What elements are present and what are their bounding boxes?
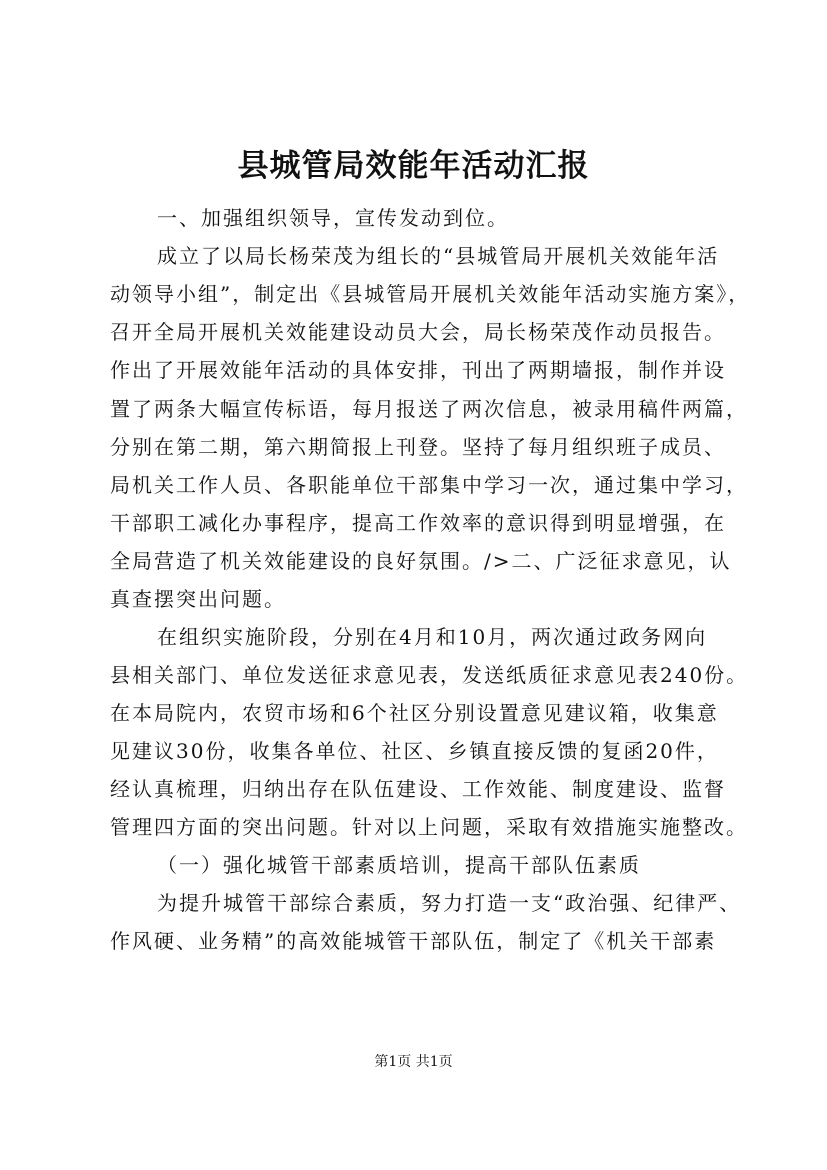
- body-line: 在组织实施阶段，分别在4月和10月，两次通过政务网向: [157, 625, 708, 649]
- body-line: 作出了开展效能年活动的具体安排，刊出了两期墙报，制作并设: [110, 358, 726, 382]
- body-line: 动领导小组”，制定出《县城管局开展机关效能年活动实施方案》，: [110, 282, 751, 306]
- body-line: 全局营造了机关效能建设的良好氛围。/>二、广泛征求意见，认: [110, 549, 732, 573]
- body-line: 一、加强组织领导，宣传发动到位。: [157, 206, 509, 230]
- body-line: 分别在第二期，第六期简报上刊登。坚持了每月组织班子成员、: [110, 435, 726, 459]
- body-line: 为提升城管干部综合素质，努力打造一支“政治强、纪律严、: [157, 891, 742, 915]
- document-title: 县城管局效能年活动汇报: [237, 148, 590, 184]
- body-line: 真查摆突出问题。: [110, 587, 286, 611]
- body-line: 成立了以局长杨荣茂为组长的“县城管局开展机关效能年活: [157, 244, 720, 268]
- body-line: 作风硬、业务精”的高效能城管干部队伍，制定了《机关干部素: [110, 929, 717, 953]
- body-line: 干部职工减化办事程序，提高工作效率的意识得到明显增强，在: [110, 511, 726, 535]
- body-line: 县相关部门、单位发送征求意见表，发送纸质征求意见表240份。: [110, 663, 749, 687]
- body-line: 置了两条大幅宣传标语，每月报送了两次信息，被录用稿件两篇，: [110, 397, 748, 421]
- body-line: 局机关工作人员、各职能单位干部集中学习一次，通过集中学习，: [110, 473, 748, 497]
- page-number: 第1页 共1页: [374, 1054, 453, 1070]
- section-heading: （一）强化城管干部素质培训，提高干部队伍素质: [157, 853, 641, 877]
- body-line: 召开全局开展机关效能建设动员大会，局长杨荣茂作动员报告。: [110, 320, 726, 344]
- body-line: 管理四方面的突出问题。针对以上问题，采取有效措施实施整改。: [110, 815, 748, 839]
- body-line: 见建议30份，收集各单位、社区、乡镇直接反馈的复函20件，: [110, 739, 719, 763]
- body-line: 经认真梳理，归纳出存在队伍建设、工作效能、制度建设、监督: [110, 777, 726, 801]
- body-line: 在本局院内，农贸市场和6个社区分别设置意见建议箱，收集意: [110, 701, 719, 725]
